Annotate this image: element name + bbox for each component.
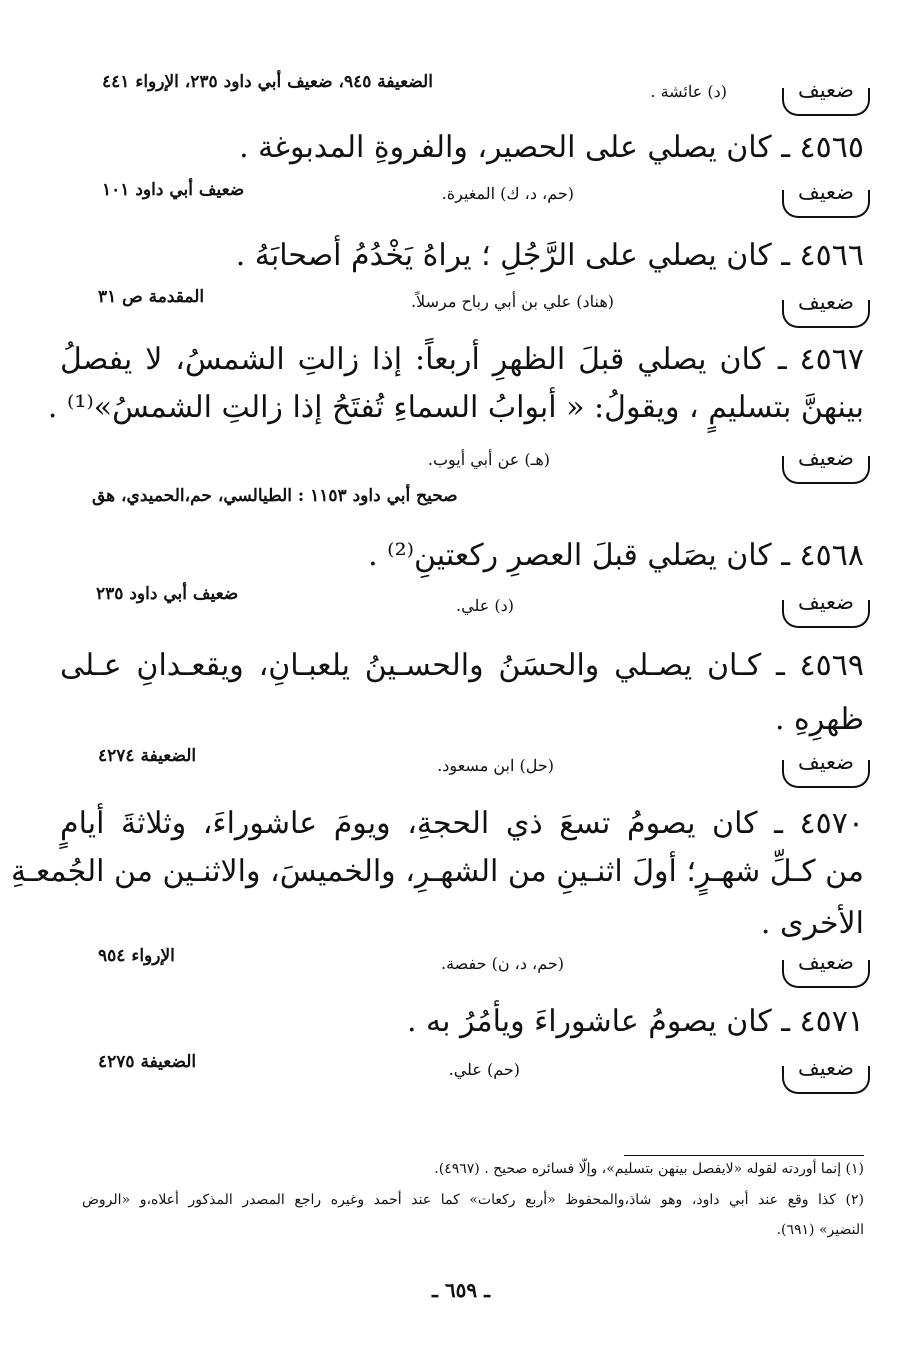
grade-label: ضعيف (797, 950, 855, 974)
footnote: (١) إنما أوردته لقوله «لايفصل بينهن بتسليم»، وإلّا فسائره صحيح . (٤٩٦٧). (434, 1161, 864, 1177)
grade-label: ضعيف (797, 290, 855, 314)
hadith-text: ٤٥٧١ ـ كان يصومُ عاشوراءَ ويأمُرُ به . (406, 1004, 864, 1039)
grade-bracket (782, 950, 870, 982)
source-text: (د) عائشة . (650, 82, 727, 101)
grade-label: ضعيف (797, 78, 855, 102)
hadith-text: ٤٥٧٠ ـ كان يصومُ تسعَ ذي الحجةِ، ويومَ عاشوراءَ، وثلاثةَ أيامٍ (60, 806, 864, 841)
grade-bracket (782, 290, 870, 322)
hadith-text: بينهنَّ بتسليمٍ ، ويقولُ: « أبوابُ السماءِ تُفتَحُ إذا زالتِ الشمسُ»⁽¹⁾ . (47, 390, 864, 425)
source-text: (د) علي. (456, 596, 514, 615)
grade-label: ضعيف (797, 590, 855, 614)
reference-text: صحيح أبي داود ١١٥٣ : الطيالسي، حم،الحميدي، هق (92, 486, 458, 506)
grade-label: ضعيف (797, 180, 855, 204)
grade-bracket (782, 590, 870, 622)
hadith-text: ٤٥٦٥ ـ كان يصلي على الحصير، والفروةِ المدبوغة . (239, 130, 864, 165)
source-text: (حل) ابن مسعود. (437, 756, 554, 775)
hadith-text: ٤٥٦٧ ـ كان يصلي قبلَ الظهرِ أربعاً: إذا زالتِ الشمسُ، لا يفصلُ (60, 342, 864, 377)
grade-bracket (782, 750, 870, 782)
grade-bracket (782, 180, 870, 212)
grade-label: ضعيف (797, 1056, 855, 1080)
grade-label: ضعيف (797, 446, 855, 470)
reference-text: الإرواء ٩٥٤ (98, 946, 175, 966)
source-text: (حم) علي. (448, 1060, 520, 1079)
reference-text: الضعيفة ٤٢٧٥ (98, 1052, 197, 1072)
reference-text: الضعيفة ٤٢٧٤ (98, 746, 197, 766)
source-text: (حم، د، ن) حفصة. (440, 954, 564, 973)
hadith-text: ظهرِهِ . (774, 702, 864, 737)
reference-text: ضعيف أبي داود ١٠١ (102, 180, 245, 200)
hadith-text: من كـلِّ شهـرٍ؛ أولَ اثنـينِ من الشهـرِ، والخميسَ، والاثنـين من الجُمعـةِ (10, 854, 864, 889)
source-text: (حم، د، ك) المغيرة. (441, 184, 574, 203)
grade-bracket (782, 1056, 870, 1088)
hadith-text: ٤٥٦٦ ـ كان يصلي على الرَّجُلِ ؛ يراهُ يَخْدُمُ أصحابَهُ . (235, 238, 864, 273)
reference-text: الضعيفة ٩٤٥، ضعيف أبي داود ٢٣٥، الإرواء ٤٤١ (102, 72, 433, 92)
hadith-text: الأخرى . (760, 906, 864, 941)
grade-bracket (782, 78, 870, 110)
reference-text: المقدمة ص ٣١ (98, 287, 205, 307)
footnote: (٢) كذا وقع عند أبي داود، وهو شاذ،والمحفوظ «أربع ركعات» كما عند أحمد وغيره راجع المصدر المذكور أعلاه،و «الروض (82, 1192, 864, 1208)
hadith-text: ٤٥٦٨ ـ كان يصَلي قبلَ العصرِ ركعتينِ⁽²⁾ . (368, 538, 864, 573)
page-number: ـ ٦٥٩ ـ (432, 1278, 490, 1302)
footnote: النضير» (٦٩١). (776, 1222, 864, 1238)
grade-bracket (782, 446, 870, 478)
source-text: (هناد) علي بن أبي رباح مرسلاً. (410, 292, 614, 311)
footnote-separator (624, 1155, 864, 1156)
source-text: (هـ) عن أبي أيوب. (427, 450, 550, 469)
reference-text: ضعيف أبي داود ٢٣٥ (96, 584, 239, 604)
hadith-text: ٤٥٦٩ ـ كـان يصـلي والحسَنُ والحسـينُ يلعبـانِ، ويقعـدانِ عـلى (60, 648, 864, 683)
grade-label: ضعيف (797, 750, 855, 774)
